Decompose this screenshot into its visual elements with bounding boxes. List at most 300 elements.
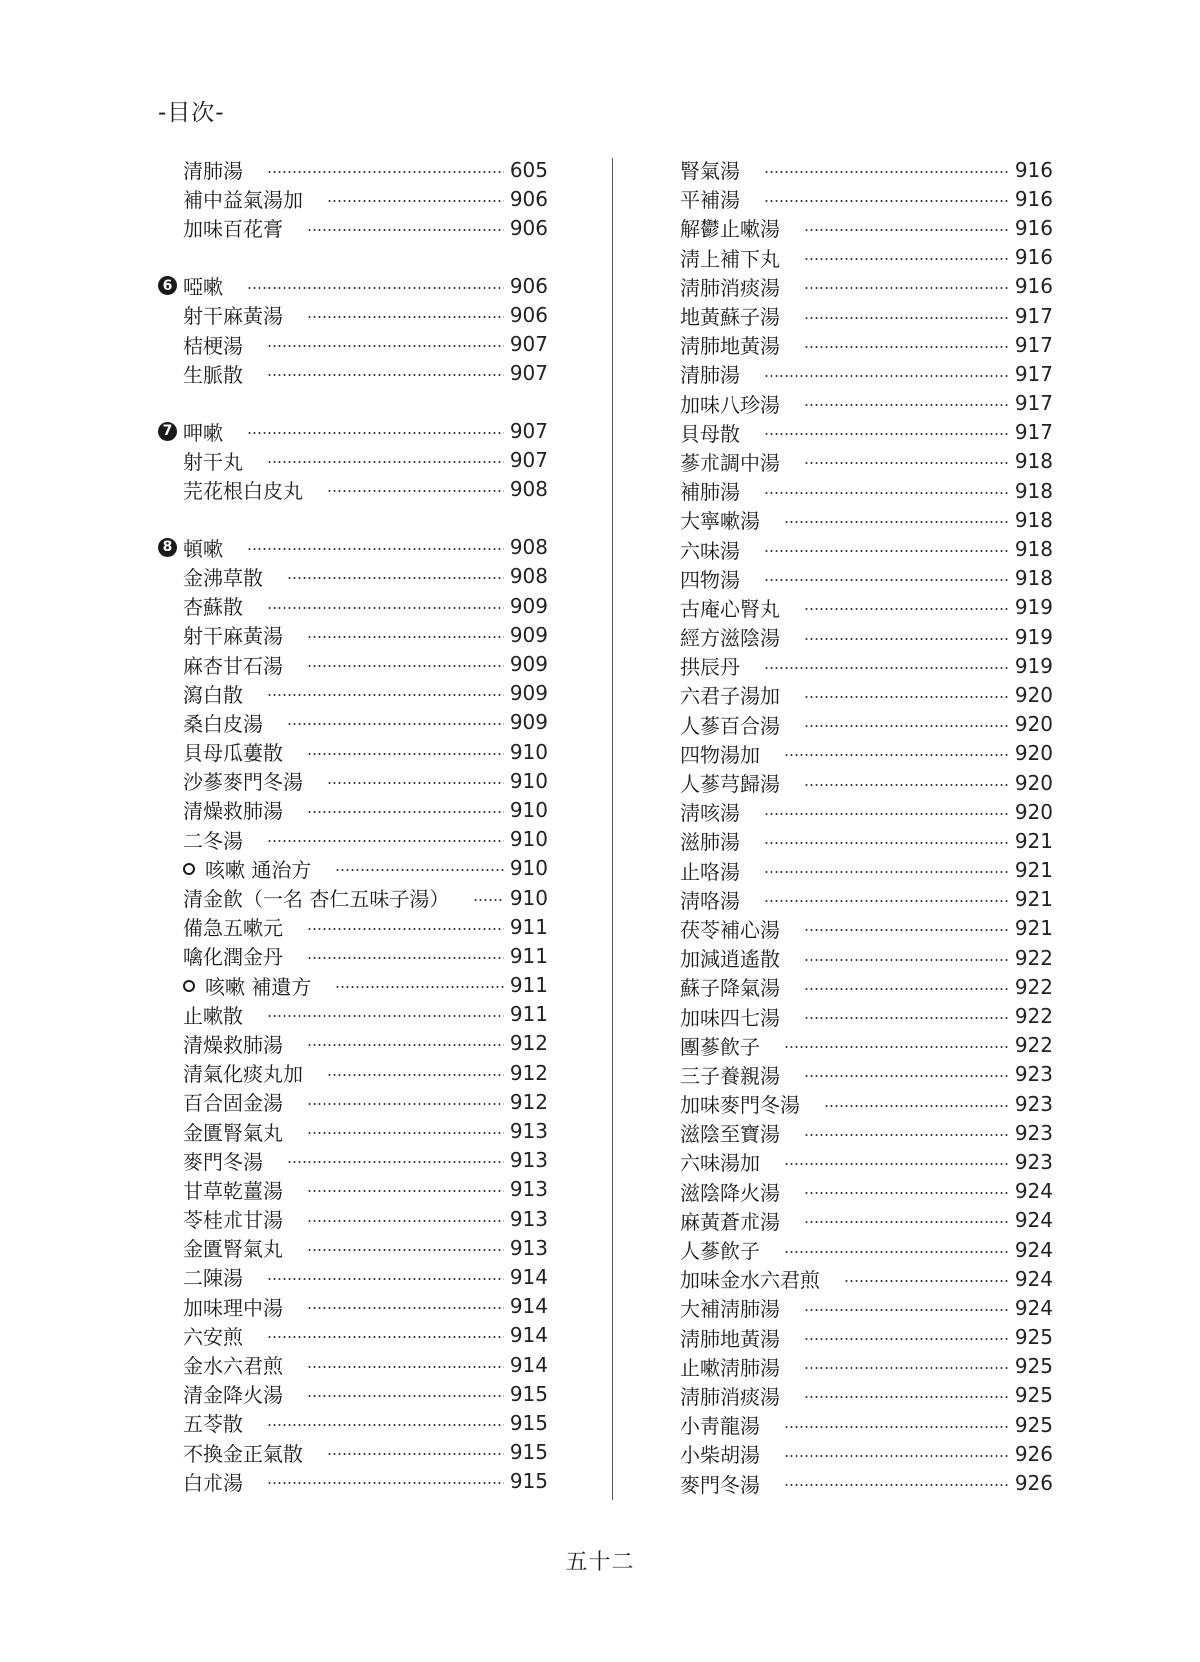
entry-name-text: 麥門冬湯	[680, 1472, 760, 1497]
toc-entry[interactable]	[158, 883, 548, 912]
entry-page-number: 917	[1014, 303, 1053, 328]
entry-page-number: 919	[1014, 653, 1053, 678]
toc-entry[interactable]	[158, 854, 548, 883]
entry-name-text: 金匱腎氣丸	[183, 1237, 283, 1262]
entry-name-text: 大寧嗽湯	[680, 509, 760, 534]
toc-entry[interactable]	[158, 1058, 548, 1087]
dot-leader	[784, 1046, 1009, 1048]
entry-name	[183, 1467, 267, 1496]
toc-entry[interactable]	[158, 591, 548, 620]
dot-leader	[247, 548, 504, 550]
entry-name-text: 清燥救肺湯	[183, 799, 283, 824]
toc-entry[interactable]	[158, 1116, 548, 1145]
toc-entry[interactable]	[158, 1467, 548, 1496]
entry-name	[680, 1147, 784, 1176]
toc-entry[interactable]	[655, 1264, 1053, 1293]
entry-page-number: 922	[1014, 1033, 1053, 1058]
toc-entry[interactable]	[158, 912, 548, 941]
dot-leader	[267, 694, 504, 696]
dot-leader	[287, 723, 504, 725]
toc-right-column	[655, 155, 1053, 1498]
dot-leader	[764, 667, 1009, 669]
toc-entry[interactable]	[158, 941, 548, 970]
toc-entry[interactable]	[655, 184, 1053, 213]
dot-leader	[804, 1017, 1009, 1019]
entry-name-text: 加味八珍湯	[680, 392, 780, 417]
dot-leader	[267, 607, 504, 609]
entry-name-text: 咳嗽 補遺方	[205, 974, 312, 999]
toc-entry[interactable]	[655, 1206, 1053, 1235]
entry-page-number: 912	[509, 1031, 548, 1056]
entry-name	[680, 1439, 784, 1468]
entry-name	[183, 475, 327, 504]
entry-name	[183, 1408, 267, 1437]
entry-name-text: 四物湯	[680, 567, 740, 592]
entry-name	[680, 301, 804, 330]
entry-name	[680, 1002, 804, 1031]
entry-name	[183, 650, 307, 679]
entry-page-number: 913	[509, 1235, 548, 1260]
entry-name-text: 清氣化痰丸加	[183, 1062, 303, 1087]
dot-leader	[247, 287, 504, 289]
dot-leader	[804, 929, 1009, 931]
entry-name	[680, 856, 764, 885]
dot-leader	[804, 287, 1009, 289]
entry-name	[183, 1233, 307, 1262]
entry-name	[183, 1117, 307, 1146]
entry-name-text: 滋肺湯	[680, 830, 740, 855]
entry-name	[183, 1438, 327, 1467]
entry-name	[680, 1381, 804, 1410]
entry-name	[680, 535, 764, 564]
entry-page-number: 924	[1014, 1266, 1053, 1291]
entry-name	[183, 737, 307, 766]
toc-entry[interactable]	[655, 476, 1053, 505]
entry-page-number: 916	[1014, 274, 1053, 299]
entry-page-number: 914	[509, 1352, 548, 1377]
entry-page-number: 922	[1014, 974, 1053, 999]
entry-page-number: 908	[509, 564, 548, 589]
toc-entry[interactable]	[158, 679, 548, 708]
entry-name	[183, 271, 247, 300]
entry-page-number: 917	[1014, 391, 1053, 416]
entry-name-text: 瀉白散	[183, 682, 243, 707]
entry-name-text: 生脈散	[183, 362, 243, 387]
dot-leader	[784, 1163, 1009, 1165]
entry-page-number: 917	[1014, 332, 1053, 357]
toc-entry[interactable]	[655, 359, 1053, 388]
dot-leader	[307, 811, 504, 813]
toc-entry[interactable]	[158, 708, 548, 737]
entry-name-text: 止咯湯	[680, 859, 740, 884]
dot-leader	[764, 579, 1009, 581]
toc-entry[interactable]	[655, 1060, 1053, 1089]
toc-entry[interactable]	[655, 1468, 1053, 1497]
dot-leader	[307, 1307, 504, 1309]
toc-section-heading[interactable]	[158, 271, 548, 300]
entry-name-text: 加味金水六君煎	[680, 1268, 820, 1293]
entry-name	[680, 476, 764, 505]
entry-page-number: 917	[1014, 361, 1053, 386]
toc-entry[interactable]	[655, 505, 1053, 534]
entry-name	[183, 1087, 307, 1116]
toc-entry[interactable]	[655, 1177, 1053, 1206]
dot-leader	[804, 725, 1009, 727]
entry-name	[183, 330, 267, 359]
entry-page-number: 924	[1014, 1237, 1053, 1262]
dot-leader	[327, 1074, 504, 1076]
entry-page-number: 923	[1014, 1149, 1053, 1174]
entry-page-number: 925	[1014, 1412, 1053, 1437]
entry-page-number: 926	[1014, 1471, 1053, 1496]
toc-entry[interactable]	[655, 593, 1053, 622]
toc-entry[interactable]	[655, 418, 1053, 447]
toc-entry[interactable]	[655, 972, 1053, 1001]
toc-entry[interactable]	[655, 1147, 1053, 1176]
dot-leader	[784, 521, 1009, 523]
toc-entry[interactable]	[655, 389, 1053, 418]
entry-name-text: 淸肺地黃湯	[680, 1326, 780, 1351]
toc-entry[interactable]	[158, 1292, 548, 1321]
entry-name-text: 金水六君煎	[183, 1354, 283, 1378]
entry-name	[680, 330, 804, 359]
entry-page-number: 923	[1014, 1091, 1053, 1116]
toc-entry[interactable]	[655, 1352, 1053, 1381]
toc-entry[interactable]	[158, 475, 548, 504]
toc-entry[interactable]	[655, 1293, 1053, 1322]
dot-leader	[473, 899, 503, 901]
toc-entry[interactable]	[158, 330, 548, 359]
entry-page-number: 924	[1014, 1179, 1053, 1204]
entry-name-text: 六味湯	[680, 538, 740, 563]
toc-entry[interactable]	[158, 359, 548, 388]
entry-name-text: 射干麻黃湯	[183, 304, 283, 329]
entry-page-number: 910	[509, 797, 548, 822]
entry-name	[680, 1469, 784, 1498]
toc-entry[interactable]	[158, 766, 548, 795]
dot-leader	[267, 461, 504, 463]
toc-entry[interactable]	[655, 914, 1053, 943]
dot-leader	[804, 229, 1009, 231]
entry-page-number: 908	[509, 535, 548, 560]
dot-leader	[804, 608, 1009, 610]
entry-name-text: 沙蔘麥門冬湯	[183, 770, 303, 795]
entry-name-text: 貝母散	[680, 421, 740, 446]
toc-entry[interactable]	[158, 155, 548, 184]
toc-entry[interactable]	[655, 1323, 1053, 1352]
dot-leader	[307, 1103, 504, 1105]
dot-leader	[804, 1221, 1009, 1223]
entry-name	[680, 651, 764, 680]
dot-leader	[307, 1220, 504, 1222]
toc-entry[interactable]	[655, 330, 1053, 359]
toc-entry[interactable]	[655, 447, 1053, 476]
section-number-badge: 7	[158, 422, 177, 441]
dot-leader	[804, 784, 1009, 786]
entry-page-number: 917	[1014, 420, 1053, 445]
toc-entry[interactable]	[158, 1350, 548, 1379]
section-number-badge: 8	[158, 538, 177, 557]
toc-entry[interactable]	[158, 1408, 548, 1437]
entry-page-number: 926	[1014, 1441, 1053, 1466]
entry-page-number: 914	[509, 1323, 548, 1348]
entry-name-text: 咳嗽 通治方	[205, 857, 312, 882]
entry-name	[680, 564, 764, 593]
toc-entry[interactable]	[158, 970, 548, 999]
entry-indent	[158, 422, 183, 441]
section-spacer	[158, 388, 548, 417]
entry-name	[183, 417, 247, 446]
entry-name	[680, 184, 764, 213]
dot-leader	[307, 316, 504, 318]
dot-leader	[307, 665, 504, 667]
toc-entry[interactable]	[158, 795, 548, 824]
entry-name	[680, 1118, 804, 1147]
toc-entry[interactable]	[655, 272, 1053, 301]
toc-entry[interactable]	[158, 446, 548, 475]
entry-indent	[158, 538, 183, 557]
dot-leader	[307, 753, 504, 755]
entry-name-text: 射干麻黃湯	[183, 624, 283, 649]
entry-page-number: 919	[1014, 595, 1053, 620]
entry-name-text: 不換金正氣散	[183, 1441, 303, 1466]
entry-name-text: 清肺湯	[680, 363, 740, 388]
toc-entry[interactable]	[158, 1321, 548, 1350]
entry-name-text: 四物湯加	[680, 742, 760, 767]
entry-name-text: 腎氣湯	[680, 159, 740, 184]
toc-entry[interactable]	[655, 564, 1053, 593]
entry-name	[680, 797, 764, 826]
dot-leader	[804, 1075, 1009, 1077]
entry-page-number: 922	[1014, 1004, 1053, 1029]
entry-name	[183, 1379, 307, 1408]
entry-name-text: 麻黃蒼朮湯	[680, 1209, 780, 1234]
toc-entry[interactable]	[655, 826, 1053, 855]
entry-name	[183, 1146, 287, 1175]
dot-leader	[764, 171, 1009, 173]
toc-entry[interactable]	[655, 1439, 1053, 1468]
entry-name	[680, 1410, 784, 1439]
entry-name	[183, 155, 267, 184]
entry-name	[183, 971, 335, 1000]
toc-entry[interactable]	[158, 1262, 548, 1291]
entry-name	[680, 739, 784, 768]
toc-section-heading[interactable]	[158, 417, 548, 446]
toc-entry[interactable]	[158, 1146, 548, 1175]
toc-section-heading[interactable]	[158, 533, 548, 562]
toc-entry[interactable]	[158, 562, 548, 591]
toc-entry[interactable]	[158, 1437, 548, 1466]
entry-name	[680, 213, 804, 242]
dot-leader	[307, 957, 504, 959]
dot-leader	[804, 1192, 1009, 1194]
entry-name-text: 射干丸	[183, 449, 243, 474]
entry-page-number: 906	[509, 273, 548, 298]
entry-page-number: 915	[509, 1381, 548, 1406]
dot-leader	[247, 432, 504, 434]
toc-entry[interactable]	[655, 534, 1053, 563]
toc-entry[interactable]	[655, 1118, 1053, 1147]
toc-entry[interactable]	[158, 825, 548, 854]
toc-entry[interactable]	[655, 1410, 1053, 1439]
entry-name-text: 淸肺消痰湯	[680, 275, 780, 300]
dot-leader	[764, 842, 1009, 844]
page-number-footer: 五十二	[565, 1550, 635, 1575]
entry-name-text: 平補湯	[680, 188, 740, 213]
toc-entry[interactable]	[158, 737, 548, 766]
entry-name	[680, 155, 764, 184]
entry-page-number: 910	[509, 768, 548, 793]
entry-page-number: 921	[1014, 828, 1053, 853]
dot-leader	[267, 171, 504, 173]
toc-entry[interactable]	[655, 213, 1053, 242]
entry-name-text: 金匱腎氣丸	[183, 1120, 283, 1145]
toc-entry[interactable]	[655, 739, 1053, 768]
toc-entry[interactable]	[655, 1031, 1053, 1060]
entry-page-number: 919	[1014, 624, 1053, 649]
entry-name-text: 滋陰至寶湯	[680, 1122, 780, 1147]
entry-name-text: 苓桂朮甘湯	[183, 1208, 283, 1233]
entry-page-number: 920	[1014, 770, 1053, 795]
toc-entry[interactable]	[158, 1087, 548, 1116]
entry-page-number: 916	[1014, 245, 1053, 270]
entry-page-number: 918	[1014, 478, 1053, 503]
toc-entry[interactable]	[655, 885, 1053, 914]
entry-name	[183, 213, 307, 242]
entry-page-number: 921	[1014, 887, 1053, 912]
toc-entry[interactable]	[655, 243, 1053, 272]
entry-name	[183, 1350, 307, 1379]
toc-entry[interactable]	[655, 943, 1053, 972]
entry-page-number: 925	[1014, 1383, 1053, 1408]
toc-entry[interactable]	[655, 680, 1053, 709]
toc-entry[interactable]	[655, 797, 1053, 826]
entry-name	[183, 941, 307, 970]
entry-page-number: 915	[509, 1469, 548, 1494]
dot-leader	[287, 1161, 504, 1163]
entry-name-text: 麥門冬湯	[183, 1149, 263, 1174]
entry-name	[183, 1029, 307, 1058]
dot-leader	[804, 1367, 1009, 1369]
toc-entry[interactable]	[655, 1235, 1053, 1264]
entry-page-number: 906	[509, 302, 548, 327]
entry-page-number: 915	[509, 1440, 548, 1465]
toc-entry[interactable]	[655, 710, 1053, 739]
dot-leader	[327, 200, 504, 202]
toc-entry[interactable]	[655, 651, 1053, 680]
toc-entry[interactable]	[158, 1204, 548, 1233]
entry-name-text: 淸咯湯	[680, 888, 740, 913]
entry-name-text: 金沸草散	[183, 565, 263, 590]
dot-leader	[804, 638, 1009, 640]
entry-page-number: 907	[509, 361, 548, 386]
entry-indent	[158, 276, 183, 295]
entry-page-number: 925	[1014, 1354, 1053, 1379]
toc-entry[interactable]	[655, 768, 1053, 797]
entry-page-number: 909	[509, 593, 548, 618]
entry-name-text: 古庵心腎丸	[680, 596, 780, 621]
toc-entry[interactable]	[655, 622, 1053, 651]
entry-page-number: 912	[509, 1060, 548, 1085]
toc-entry[interactable]	[655, 155, 1053, 184]
toc-left-column	[158, 155, 548, 1496]
entry-name	[183, 1175, 307, 1204]
entry-name	[680, 418, 764, 447]
dot-leader	[327, 490, 504, 492]
entry-page-number: 918	[1014, 537, 1053, 562]
entry-name-text: 杏蘇散	[183, 595, 243, 620]
entry-page-number: 911	[509, 914, 548, 939]
toc-entry[interactable]	[655, 856, 1053, 885]
entry-name	[183, 708, 287, 737]
toc-entry[interactable]	[158, 213, 548, 242]
dot-leader	[804, 696, 1009, 698]
entry-name	[680, 505, 784, 534]
dot-leader	[804, 1309, 1009, 1311]
toc-entry[interactable]	[158, 300, 548, 329]
entry-page-number: 924	[1014, 1208, 1053, 1233]
toc-entry[interactable]	[655, 1089, 1053, 1118]
toc-entry[interactable]	[158, 1175, 548, 1204]
circle-bullet-icon	[183, 863, 195, 875]
toc-entry[interactable]	[158, 620, 548, 649]
toc-entry[interactable]	[158, 1233, 548, 1262]
entry-name-text: 止嗽散	[183, 1003, 243, 1028]
entry-name-text: 加味理中湯	[183, 1295, 283, 1320]
entry-page-number: 909	[509, 710, 548, 735]
toc-entry[interactable]	[158, 1000, 548, 1029]
entry-page-number: 916	[1014, 215, 1053, 240]
entry-name	[183, 825, 267, 854]
section-spacer	[158, 243, 548, 272]
dot-leader	[267, 1336, 504, 1338]
toc-entry[interactable]	[655, 301, 1053, 330]
entry-name	[183, 1292, 307, 1321]
toc-entry[interactable]	[655, 1001, 1053, 1030]
entry-page-number: 920	[1014, 799, 1053, 824]
toc-entry[interactable]	[158, 1029, 548, 1058]
entry-name-text: 團蔘飮子	[680, 1034, 760, 1059]
toc-entry[interactable]	[158, 184, 548, 213]
toc-entry[interactable]	[158, 1379, 548, 1408]
entry-name	[680, 1177, 804, 1206]
entry-name	[183, 359, 267, 388]
entry-name-text: 蔘朮調中湯	[680, 450, 780, 475]
entry-name	[183, 1204, 307, 1233]
entry-name	[680, 272, 804, 301]
entry-name	[183, 591, 267, 620]
entry-name-text: 地黃蘇子湯	[680, 305, 780, 330]
entry-name	[680, 243, 804, 272]
entry-name-text: 淸咳湯	[680, 801, 740, 826]
entry-name	[680, 622, 804, 651]
entry-name-text: 桔梗湯	[183, 333, 243, 358]
entry-name-text: 經方滋陰湯	[680, 626, 780, 651]
toc-entry[interactable]	[655, 1381, 1053, 1410]
toc-entry[interactable]	[158, 649, 548, 678]
entry-page-number: 925	[1014, 1325, 1053, 1350]
entry-page-number: 913	[509, 1148, 548, 1173]
dot-leader	[307, 1190, 504, 1192]
entry-name-text: 清肺湯	[183, 159, 243, 184]
entry-page-number: 918	[1014, 449, 1053, 474]
entry-name	[680, 680, 804, 709]
entry-name-text: 補中益氣湯加	[183, 188, 303, 213]
dot-leader	[267, 1015, 504, 1017]
entry-page-number: 918	[1014, 566, 1053, 591]
entry-name-text: 淸肺消痰湯	[680, 1384, 780, 1409]
entry-page-number: 918	[1014, 507, 1053, 532]
